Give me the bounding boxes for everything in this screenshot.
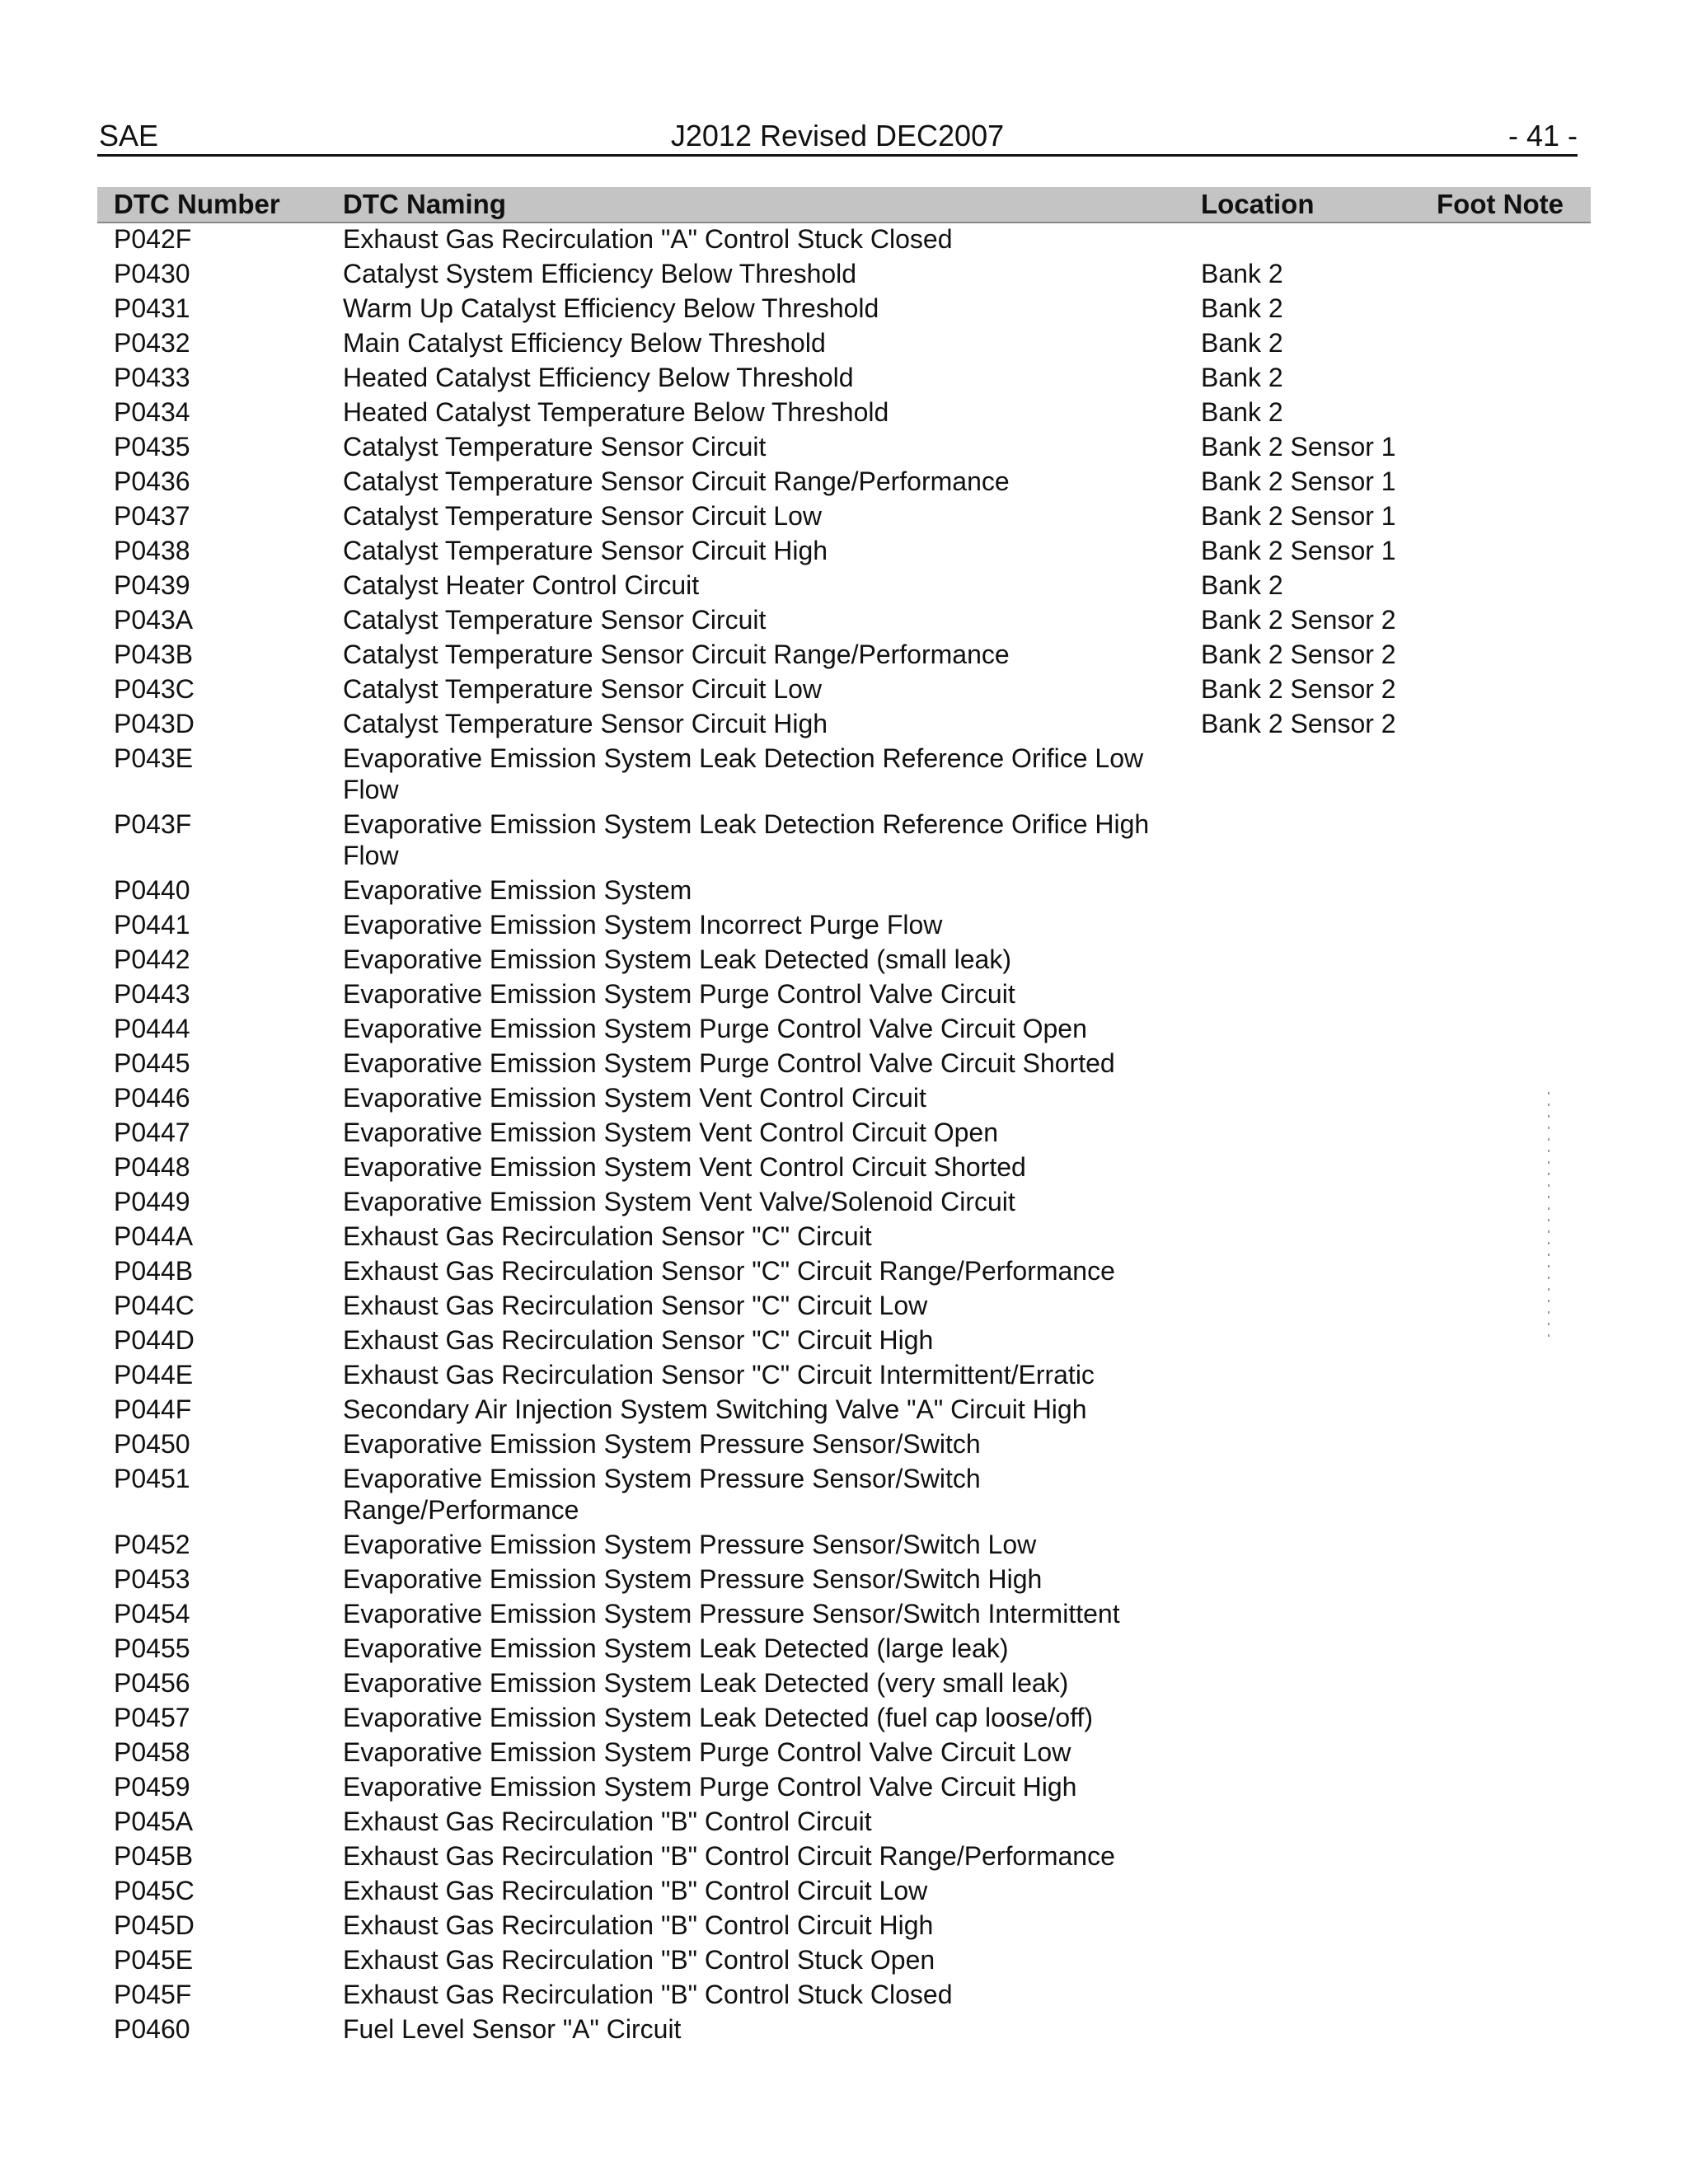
dtc-naming-cell: Exhaust Gas Recirculation "A" Control Stuck Closed [343, 224, 953, 254]
table-row [97, 1324, 1591, 1359]
dtc-naming-cell: Main Catalyst Efficiency Below Threshold [343, 328, 826, 358]
dtc-number-cell: P0450 [114, 1429, 190, 1459]
dtc-naming-cell: Exhaust Gas Recirculation "B" Control Stuck Closed [343, 1980, 953, 2009]
scan-artifact [1548, 1092, 1550, 1339]
table-row [97, 743, 1591, 808]
dtc-naming-cell: Catalyst Temperature Sensor Circuit Low [343, 674, 822, 704]
table-row [97, 1598, 1591, 1633]
table-body [97, 223, 1591, 2048]
dtc-naming-cell: Evaporative Emission System Incorrect Purge Flow [343, 910, 943, 940]
dtc-number-cell: P043A [114, 605, 194, 635]
dtc-number-cell: P045A [114, 1807, 194, 1836]
dtc-naming-cell: Evaporative Emission System Pressure Sensor/Switch Low [343, 1530, 1037, 1559]
table-row [97, 1359, 1591, 1394]
location-cell: Bank 2 [1201, 259, 1283, 288]
dtc-number-cell: P0449 [114, 1187, 190, 1216]
dtc-naming-cell: Catalyst Temperature Sensor Circuit Low [343, 501, 822, 531]
table-row [97, 874, 1591, 909]
table-row [97, 808, 1591, 874]
dtc-naming-cell: Exhaust Gas Recirculation "B" Control Circuit Low [343, 1876, 928, 1905]
table-row [97, 396, 1591, 431]
dtc-naming-cell: Warm Up Catalyst Efficiency Below Threshold [343, 293, 879, 323]
dtc-naming-cell: Evaporative Emission System Pressure Sensor/Switch [343, 1429, 981, 1459]
dtc-number-cell: P0445 [114, 1048, 190, 1078]
dtc-number-cell: P043F [114, 809, 192, 839]
dtc-number-cell: P0431 [114, 293, 190, 323]
location-cell: Bank 2 Sensor 1 [1201, 501, 1396, 531]
dtc-naming-cell: Exhaust Gas Recirculation Sensor "C" Circuit High [343, 1325, 934, 1355]
dtc-naming-cell: Evaporative Emission System Purge Control Valve Circuit Shorted [343, 1048, 1115, 1078]
table-row [97, 1702, 1591, 1736]
table-header-row [97, 187, 1591, 223]
dtc-naming-cell: Evaporative Emission System Pressure Sensor/Switch Range/Performance [343, 1464, 981, 1525]
table-row [97, 431, 1591, 466]
table-row [97, 1047, 1591, 1082]
dtc-naming-cell: Evaporative Emission System Leak Detected (small leak) [343, 944, 1011, 974]
table-row [97, 1944, 1591, 1979]
dtc-number-cell: P0434 [114, 397, 190, 427]
dtc-naming-cell: Exhaust Gas Recirculation Sensor "C" Circuit Low [343, 1291, 928, 1320]
dtc-number-cell: P0454 [114, 1599, 190, 1629]
table-row [97, 1394, 1591, 1428]
dtc-number-cell: P0447 [114, 1118, 190, 1147]
dtc-number-cell: P0436 [114, 466, 190, 496]
table-row [97, 2013, 1591, 2048]
dtc-naming-cell: Exhaust Gas Recirculation "B" Control Circuit High [343, 1910, 934, 1940]
table-row [97, 1255, 1591, 1290]
dtc-naming-cell: Evaporative Emission System Purge Control Valve Circuit Low [343, 1737, 1071, 1767]
dtc-naming-cell: Heated Catalyst Efficiency Below Threshold [343, 363, 854, 392]
table-row [97, 535, 1591, 569]
dtc-number-cell: P0430 [114, 259, 190, 288]
location-cell: Bank 2 Sensor 1 [1201, 432, 1396, 462]
table-row [97, 1463, 1591, 1529]
dtc-number-cell: P043D [114, 709, 195, 738]
dtc-naming-cell: Exhaust Gas Recirculation Sensor "C" Circuit Intermittent/Erratic [343, 1360, 1095, 1390]
table-row [97, 500, 1591, 535]
dtc-number-cell: P0455 [114, 1633, 190, 1663]
table-row [97, 1771, 1591, 1806]
dtc-naming-cell: Catalyst System Efficiency Below Threshold [343, 259, 857, 288]
table-row [97, 909, 1591, 944]
table-row [97, 466, 1591, 500]
dtc-naming-cell: Evaporative Emission System Leak Detected (fuel cap loose/off) [343, 1703, 1094, 1732]
dtc-number-cell: P043C [114, 674, 195, 704]
dtc-number-cell: P0460 [114, 2014, 190, 2044]
dtc-naming-cell: Catalyst Temperature Sensor Circuit High [343, 536, 828, 565]
dtc-naming-cell: Secondary Air Injection System Switching Valve "A" Circuit High [343, 1394, 1087, 1424]
header-document-id: J2012 Revised DEC2007 [670, 119, 1005, 152]
column-header-foot-note: Foot Note [1437, 189, 1564, 219]
table-row [97, 639, 1591, 673]
header-org: SAE [99, 119, 159, 152]
dtc-naming-cell: Evaporative Emission System Leak Detection Reference Orifice Low Flow [343, 743, 1144, 804]
dtc-naming-cell: Evaporative Emission System Purge Control Valve Circuit High [343, 1772, 1077, 1802]
dtc-number-cell: P0443 [114, 979, 190, 1009]
dtc-naming-cell: Evaporative Emission System Vent Control Circuit Open [343, 1118, 998, 1147]
table-row [97, 1840, 1591, 1875]
dtc-naming-cell: Evaporative Emission System Vent Valve/Solenoid Circuit [343, 1187, 1015, 1216]
table-row [97, 1529, 1591, 1563]
location-cell: Bank 2 Sensor 1 [1201, 536, 1396, 565]
table-row [97, 1428, 1591, 1463]
dtc-naming-cell: Catalyst Temperature Sensor Circuit Range/Performance [343, 640, 1010, 669]
table-row [97, 1910, 1591, 1944]
dtc-number-cell: P044B [114, 1256, 194, 1286]
column-header-location: Location [1201, 189, 1315, 219]
table-row [97, 327, 1591, 362]
dtc-number-cell: P0432 [114, 328, 190, 358]
dtc-naming-cell: Evaporative Emission System Leak Detected (very small leak) [343, 1668, 1069, 1698]
location-cell: Bank 2 [1201, 570, 1283, 600]
location-cell: Bank 2 Sensor 1 [1201, 466, 1396, 496]
location-cell: Bank 2 Sensor 2 [1201, 674, 1396, 704]
dtc-number-cell: P0458 [114, 1737, 190, 1767]
dtc-number-cell: P0448 [114, 1152, 190, 1182]
column-header-dtc-naming: DTC Naming [343, 189, 506, 219]
dtc-number-cell: P0435 [114, 432, 190, 462]
table-row [97, 1186, 1591, 1221]
table-row [97, 1221, 1591, 1255]
dtc-naming-cell: Catalyst Temperature Sensor Circuit Range/Performance [343, 466, 1010, 496]
dtc-number-cell: P0439 [114, 570, 190, 600]
dtc-naming-cell: Fuel Level Sensor "A" Circuit [343, 2014, 682, 2044]
dtc-number-cell: P044F [114, 1394, 192, 1424]
dtc-number-cell: P0442 [114, 944, 190, 974]
dtc-naming-cell: Evaporative Emission System Leak Detection Reference Orifice High Flow [343, 809, 1150, 870]
column-header-dtc-number: DTC Number [114, 189, 280, 219]
dtc-table [97, 187, 1591, 2048]
table-row [97, 1736, 1591, 1771]
table-row [97, 1563, 1591, 1598]
table-row [97, 1117, 1591, 1151]
dtc-number-cell: P0456 [114, 1668, 190, 1698]
table-row [97, 1082, 1591, 1117]
location-cell: Bank 2 Sensor 2 [1201, 709, 1396, 738]
dtc-naming-cell: Exhaust Gas Recirculation "B" Control Circuit [343, 1807, 872, 1836]
table-row [97, 708, 1591, 743]
dtc-number-cell: P044D [114, 1325, 195, 1355]
table-row [97, 1806, 1591, 1840]
table-row [97, 944, 1591, 978]
dtc-number-cell: P044A [114, 1221, 194, 1251]
dtc-number-cell: P045D [114, 1910, 195, 1940]
dtc-naming-cell: Heated Catalyst Temperature Below Threshold [343, 397, 889, 427]
dtc-number-cell: P0433 [114, 363, 190, 392]
dtc-number-cell: P045E [114, 1945, 194, 1975]
location-cell: Bank 2 [1201, 293, 1283, 323]
dtc-naming-cell: Exhaust Gas Recirculation Sensor "C" Circuit [343, 1221, 872, 1251]
dtc-number-cell: P0444 [114, 1014, 190, 1043]
location-cell: Bank 2 Sensor 2 [1201, 605, 1396, 635]
table-row [97, 1875, 1591, 1910]
dtc-naming-cell: Evaporative Emission System Leak Detected (large leak) [343, 1633, 1009, 1663]
table-row [97, 223, 1591, 258]
dtc-naming-cell: Evaporative Emission System Purge Control Valve Circuit Open [343, 1014, 1087, 1043]
dtc-naming-cell: Catalyst Heater Control Circuit [343, 570, 700, 600]
dtc-naming-cell: Exhaust Gas Recirculation Sensor "C" Circuit Range/Performance [343, 1256, 1115, 1286]
dtc-number-cell: P0438 [114, 536, 190, 565]
table-row [97, 1633, 1591, 1667]
dtc-naming-cell: Catalyst Temperature Sensor Circuit [343, 432, 767, 462]
dtc-naming-cell: Exhaust Gas Recirculation "B" Control Circuit Range/Performance [343, 1841, 1115, 1871]
dtc-number-cell: P0453 [114, 1564, 190, 1594]
dtc-naming-cell: Evaporative Emission System Pressure Sensor/Switch Intermittent [343, 1599, 1120, 1629]
dtc-number-cell: P043E [114, 743, 194, 773]
dtc-number-cell: P045F [114, 1980, 192, 2009]
table-row [97, 1667, 1591, 1702]
dtc-naming-cell: Evaporative Emission System Pressure Sensor/Switch High [343, 1564, 1043, 1594]
table-row [97, 1290, 1591, 1324]
table-row [97, 604, 1591, 639]
dtc-number-cell: P0441 [114, 910, 190, 940]
dtc-number-cell: P0446 [114, 1083, 190, 1113]
table-row [97, 1151, 1591, 1186]
dtc-number-cell: P0457 [114, 1703, 190, 1732]
location-cell: Bank 2 Sensor 2 [1201, 640, 1396, 669]
dtc-naming-cell: Catalyst Temperature Sensor Circuit [343, 605, 767, 635]
dtc-number-cell: P044E [114, 1360, 194, 1390]
table-row [97, 569, 1591, 604]
dtc-number-cell: P0459 [114, 1772, 190, 1802]
table-row [97, 673, 1591, 708]
header-page-number: - 41 - [1507, 119, 1578, 152]
dtc-naming-cell: Evaporative Emission System Purge Control Valve Circuit [343, 979, 1015, 1009]
dtc-naming-cell: Exhaust Gas Recirculation "B" Control Stuck Open [343, 1945, 935, 1975]
dtc-number-cell: P0451 [114, 1464, 190, 1493]
dtc-number-cell: P044C [114, 1291, 195, 1320]
dtc-naming-cell: Evaporative Emission System Vent Control Circuit Shorted [343, 1152, 1026, 1182]
dtc-number-cell: P045C [114, 1876, 195, 1905]
dtc-number-cell: P0452 [114, 1530, 190, 1559]
table-row [97, 978, 1591, 1013]
location-cell: Bank 2 [1201, 328, 1283, 358]
location-cell: Bank 2 [1201, 363, 1283, 392]
dtc-number-cell: P0440 [114, 875, 190, 905]
table-row [97, 293, 1591, 327]
dtc-naming-cell: Catalyst Temperature Sensor Circuit High [343, 709, 828, 738]
table-row [97, 1013, 1591, 1047]
dtc-naming-cell: Evaporative Emission System [343, 875, 692, 905]
dtc-number-cell: P0437 [114, 501, 190, 531]
location-cell: Bank 2 [1201, 397, 1283, 427]
table-row [97, 362, 1591, 396]
dtc-number-cell: P045B [114, 1841, 194, 1871]
dtc-number-cell: P042F [114, 224, 192, 254]
page-header [97, 118, 1578, 157]
table-row [97, 258, 1591, 293]
dtc-naming-cell: Evaporative Emission System Vent Control Circuit [343, 1083, 926, 1113]
dtc-number-cell: P043B [114, 640, 194, 669]
table-row [97, 1979, 1591, 2013]
